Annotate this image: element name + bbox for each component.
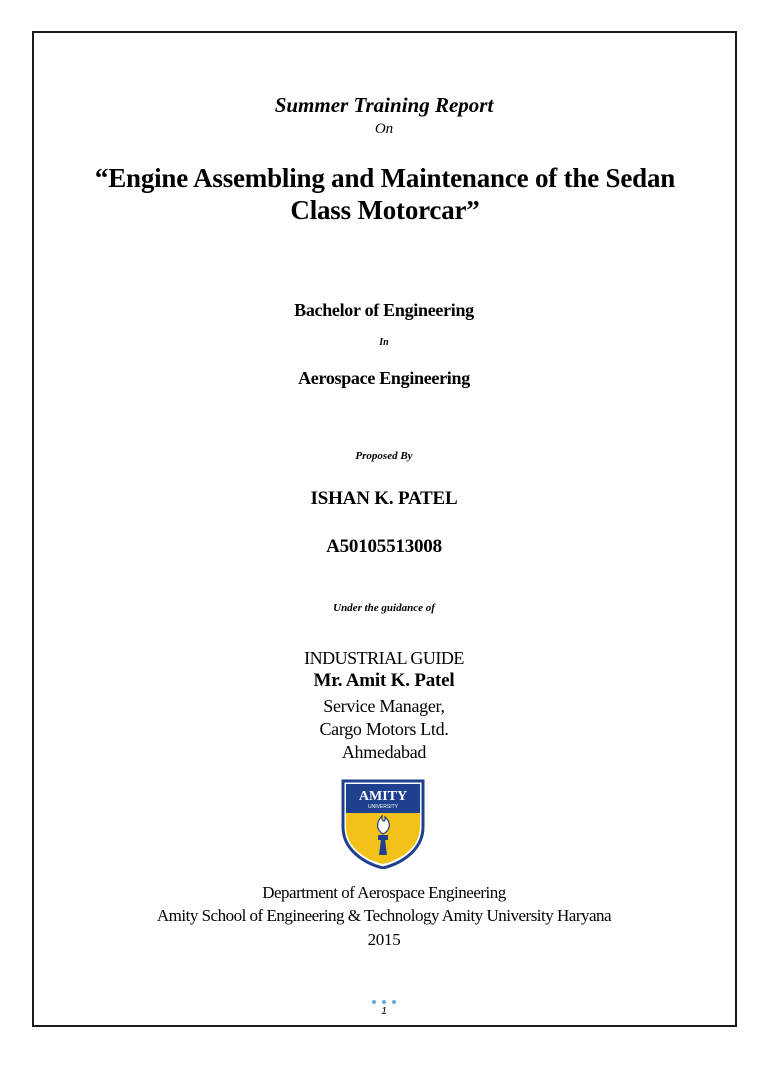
guide-name: Mr. Amit K. Patel bbox=[313, 670, 455, 691]
guide-company: Cargo Motors Ltd. bbox=[319, 719, 449, 739]
project-title: “Engine Assembling and Maintenance of the Sedan Class Motorcar” bbox=[94, 163, 676, 225]
degree-name: Bachelor of Engineering bbox=[294, 300, 474, 320]
discipline-name: Aerospace Engineering bbox=[298, 368, 470, 388]
guide-designation: Service Manager, bbox=[323, 696, 445, 716]
guide-city: Ahmedabad bbox=[341, 742, 427, 762]
department-name: Department of Aerospace Engineering bbox=[262, 883, 506, 902]
in-label: In bbox=[379, 337, 389, 348]
logo-text: AMITY bbox=[358, 789, 408, 804]
amity-university-crest-icon bbox=[341, 777, 425, 869]
year: 2015 bbox=[367, 930, 401, 949]
guide-role: INDUSTRIAL GUIDE bbox=[304, 648, 464, 668]
school-name: Amity School of Engineering & Technology Amity University Haryana bbox=[156, 906, 612, 925]
page-number: 1 bbox=[381, 1006, 387, 1017]
student-name: ISHAN K. PATEL bbox=[310, 488, 458, 509]
report-title: Summer Training Report bbox=[274, 93, 494, 117]
proposed-by-label: Proposed By bbox=[355, 450, 413, 462]
page-dots-icon bbox=[370, 998, 398, 1006]
guidance-label: Under the guidance of bbox=[333, 602, 435, 614]
student-enrollment-number: A50105513008 bbox=[326, 536, 442, 557]
logo-subtext: UNIVERSITY bbox=[367, 804, 399, 810]
on-label: On bbox=[374, 121, 394, 137]
